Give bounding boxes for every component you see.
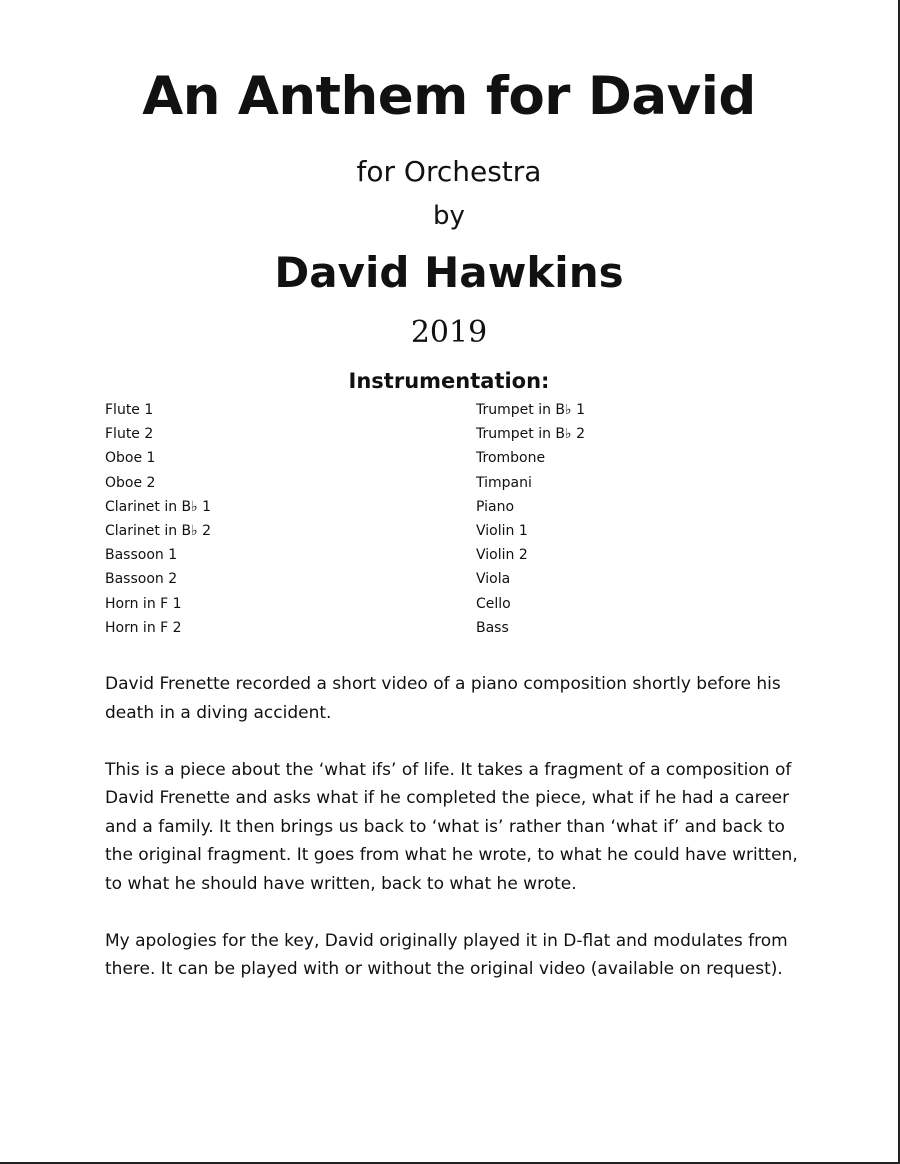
- instrument-item: Bass: [476, 619, 509, 636]
- work-title: An Anthem for David: [142, 66, 756, 127]
- instrument-item: Viola: [476, 571, 511, 588]
- program-note-paragraph: My apologies for the key, David originally played it in D-flat and modulates from there. It can be played with or without the original video (available on request).: [105, 930, 788, 979]
- instrument-item: Trombone: [476, 450, 546, 467]
- instrument-item: Bassoon 2: [105, 571, 178, 588]
- program-note-paragraph: David Frenette recorded a short video of a piano composition shortly before his death in a diving accident.: [105, 674, 781, 723]
- instrument-item: Violin 1: [476, 522, 528, 539]
- composition-year: 2019: [410, 315, 488, 350]
- instrumentation-list-right: [476, 398, 585, 640]
- composer-name: David Hawkins: [274, 248, 624, 297]
- instrument-item: Horn in F 1: [105, 595, 182, 612]
- by-line: by: [433, 201, 465, 231]
- instrument-item: Horn in F 2: [105, 619, 182, 636]
- instrument-item: Cello: [476, 595, 511, 612]
- instrument-item: Oboe 1: [105, 450, 156, 467]
- instrumentation-heading: Instrumentation:: [348, 369, 550, 393]
- instrument-item: Flute 1: [105, 402, 154, 418]
- work-subtitle: for Orchestra: [356, 155, 542, 188]
- instrument-item: Violin 2: [476, 547, 528, 564]
- instrument-item: Oboe 2: [105, 474, 156, 491]
- instrumentation-list-left: [105, 398, 211, 640]
- instrument-item: Trumpet in B♭ 1: [476, 402, 585, 418]
- instrument-item: Clarinet in B♭ 1: [105, 498, 212, 515]
- program-note-paragraph: This is a piece about the ‘what ifs’ of life. It takes a fragment of a composition of David Frenette and asks what if he completed the piece, what if he had a career and a family. It then brings us back to ‘what is’ rather than ‘what if’ and back to the original fragment. It goes from what he wrote, to what he could have written, to what he should have written, back to what he wrote.: [105, 759, 798, 894]
- instrument-item: Flute 2: [105, 426, 154, 443]
- instrument-item: Bassoon 1: [105, 547, 178, 564]
- instrument-item: Clarinet in B♭ 2: [105, 522, 212, 539]
- program-notes: [105, 670, 805, 1012]
- instrument-item: Timpani: [476, 474, 532, 491]
- instrument-item: Piano: [476, 498, 515, 515]
- instrument-item: Trumpet in B♭ 2: [476, 426, 585, 443]
